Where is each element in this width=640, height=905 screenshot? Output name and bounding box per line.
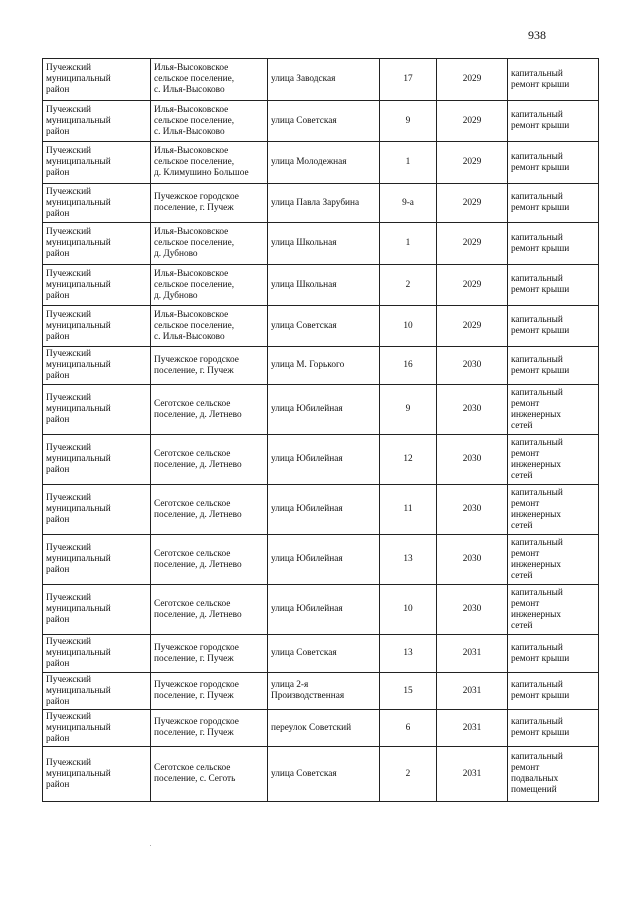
work-type-cell-text: капитальный ремонт инженерных сетей [511,437,563,481]
settlement-cell [151,485,268,535]
year-cell [437,747,508,802]
street-cell-text: улица Юбилейная [271,554,343,564]
district-cell-text: Пучежский муниципальный район [46,674,111,707]
work-type-cell-text: капитальный ремонт крыши [511,192,570,213]
year-cell [437,710,508,747]
district-cell [43,435,151,485]
work-type-cell-text: капитальный ремонт крыши [511,717,570,738]
year-cell [437,265,508,306]
street-cell [268,535,380,585]
year-cell [437,101,508,142]
work-type-cell-text: капитальный ремонт крыши [511,354,570,376]
district-cell-text: Пучежский муниципальный район [46,393,111,425]
table-row [43,101,599,142]
settlement-cell [151,306,268,347]
house-number-cell [380,385,437,435]
street-cell-text: улица Павла Зарубина [271,197,360,208]
settlement-cell-text: Пучежское городское поселение, г. Пучеж [154,680,239,701]
district-cell-text: Пучежский муниципальный район [46,757,111,790]
work-type-cell-text: капитальный ремонт крыши [511,68,570,90]
house-number-cell [380,223,437,265]
house-number-cell [380,585,437,635]
house-number-cell [380,142,437,184]
year-cell-text: 2029 [462,115,482,126]
house-number-cell-text: 2 [405,279,411,290]
house-number-cell [380,101,437,142]
house-number-cell [380,673,437,710]
street-cell [268,142,380,184]
district-cell [43,535,151,585]
work-type-cell [508,184,599,223]
house-number-cell-text: 10 [403,604,413,614]
table-row [43,710,599,747]
street-cell [268,347,380,385]
district-cell [43,485,151,535]
settlement-cell-text: Сеготское сельское поселение, д. Летнево [154,498,242,520]
year-cell [437,142,508,184]
street-cell [268,585,380,635]
year-cell [437,585,508,635]
work-type-cell-text: капитальный ремонт инженерных сетей [511,387,563,431]
house-number-cell [380,485,437,535]
street-cell-text: улица Школьная [271,238,337,248]
street-cell-text: улица 2-я Производственная [271,680,345,701]
street-cell [268,101,380,142]
street-cell-text: улица Юбилейная [271,504,343,514]
settlement-cell-text: Сеготское сельское поселение, с. Сеготь [154,763,236,784]
district-cell-text: Пучежский муниципальный район [46,227,111,259]
year-cell [437,223,508,265]
house-number-cell-text: 11 [403,504,413,514]
house-number-cell-text: 16 [403,360,413,370]
street-cell [268,673,380,710]
work-type-cell [508,585,599,635]
year-cell-text: 2031 [462,722,482,733]
work-type-cell-text: капитальный ремонт инженерных сетей [511,587,563,631]
work-type-cell-text: капитальный ремонт крыши [511,232,570,254]
house-number-cell-text: 9 [405,115,411,126]
house-number-cell [380,265,437,306]
year-cell [437,59,508,101]
work-type-cell [508,142,599,184]
scan-speck [150,845,151,846]
year-cell-text: 2030 [462,504,482,514]
repair-schedule-table [42,58,599,802]
district-cell [43,59,151,101]
year-cell-text: 2031 [462,768,482,779]
district-cell-text: Пучежский муниципальный район [46,309,111,342]
district-cell-text: Пучежский муниципальный район [46,443,111,475]
house-number-cell-text: 15 [403,685,413,696]
year-cell [437,347,508,385]
settlement-cell [151,101,268,142]
year-cell-text: 2031 [462,648,482,658]
year-cell [437,184,508,223]
house-number-cell-text: 1 [405,157,411,167]
street-cell-text: улица Школьная [271,279,337,290]
table-row [43,223,599,265]
year-cell-text: 2030 [462,360,482,370]
year-cell [437,435,508,485]
work-type-cell [508,673,599,710]
year-cell [437,673,508,710]
house-number-cell-text: 6 [405,722,411,733]
street-cell-text: улица Заводская [271,74,336,84]
settlement-cell [151,347,268,385]
work-type-cell [508,306,599,347]
year-cell-text: 2030 [462,604,482,614]
table-row [43,306,599,347]
street-cell [268,184,380,223]
table-row [43,535,599,585]
street-cell [268,385,380,435]
year-cell [437,535,508,585]
work-type-cell-text: капитальный ремонт крыши [511,680,570,701]
table-row [43,747,599,802]
settlement-cell [151,635,268,673]
year-cell-text: 2030 [462,404,482,414]
work-type-cell [508,747,599,802]
house-number-cell-text: 12 [403,454,413,464]
year-cell-text: 2029 [462,197,482,208]
year-cell-text: 2029 [462,74,482,84]
table-row [43,585,599,635]
street-cell [268,265,380,306]
house-number-cell-text: 13 [403,554,413,564]
table-row [43,635,599,673]
street-cell-text: улица Советская [271,115,337,126]
district-cell [43,635,151,673]
district-cell-text: Пучежский муниципальный район [46,146,111,178]
district-cell [43,385,151,435]
settlement-cell [151,435,268,485]
district-cell [43,585,151,635]
district-cell [43,184,151,223]
district-cell-text: Пучежский муниципальный район [46,543,111,575]
settlement-cell-text: Пучежское городское поселение, г. Пучеж [154,192,239,213]
work-type-cell [508,347,599,385]
year-cell-text: 2030 [462,554,482,564]
settlement-cell [151,385,268,435]
settlement-cell [151,585,268,635]
house-number-cell-text: 1 [405,238,411,248]
district-cell-text: Пучежский муниципальный район [46,349,111,381]
table-row [43,673,599,710]
house-number-cell [380,306,437,347]
work-type-cell-text: капитальный ремонт крыши [511,110,570,131]
street-cell-text: улица Советская [271,320,337,331]
work-type-cell [508,635,599,673]
work-type-cell [508,265,599,306]
street-cell [268,635,380,673]
work-type-cell [508,223,599,265]
district-cell-text: Пучежский муниципальный район [46,593,111,625]
year-cell [437,485,508,535]
table-row [43,435,599,485]
settlement-cell-text: Илья-Высоковское сельское поселение, с. Илья-Высоково [154,104,235,137]
page-number: 938 [528,28,546,42]
table-row [43,485,599,535]
house-number-cell [380,59,437,101]
house-number-cell [380,747,437,802]
settlement-cell [151,710,268,747]
street-cell-text: улица Юбилейная [271,404,343,414]
table-row [43,265,599,306]
street-cell [268,59,380,101]
year-cell [437,385,508,435]
work-type-cell [508,710,599,747]
district-cell [43,142,151,184]
work-type-cell-text: капитальный ремонт инженерных сетей [511,537,563,581]
table-body [43,59,599,802]
work-type-cell-text: капитальный ремонт крыши [511,274,570,295]
table-row [43,385,599,435]
district-cell-text: Пучежский муниципальный район [46,637,111,669]
district-cell [43,710,151,747]
settlement-cell-text: Пучежское городское поселение, г. Пучеж [154,717,239,738]
work-type-cell [508,101,599,142]
district-cell [43,223,151,265]
district-cell [43,673,151,710]
street-cell-text: улица Советская [271,648,337,658]
settlement-cell-text: Сеготское сельское поселение, д. Летнево [154,598,242,620]
street-cell-text: улица Молодежная [271,157,347,167]
year-cell-text: 2029 [462,157,482,167]
house-number-cell [380,635,437,673]
street-cell [268,747,380,802]
settlement-cell [151,142,268,184]
settlement-cell-text: Илья-Высоковское сельское поселение, д. Дубново [154,227,235,259]
table-row [43,184,599,223]
work-type-cell-text: капитальный ремонт крыши [511,151,570,173]
district-cell-text: Пучежский муниципальный район [46,711,111,744]
street-cell-text: улица Советская [271,768,337,779]
house-number-cell [380,535,437,585]
settlement-cell-text: Илья-Высоковское сельское поселение, д. Климушино Большое [154,146,249,178]
settlement-cell-text: Илья-Высоковское сельское поселение, д. Дубново [154,268,235,301]
district-cell [43,101,151,142]
house-number-cell-text: 13 [403,648,413,658]
year-cell-text: 2029 [462,279,482,290]
settlement-cell [151,59,268,101]
district-cell [43,347,151,385]
house-number-cell [380,347,437,385]
house-number-cell-text: 9 [405,404,411,414]
street-cell-text: улица Юбилейная [271,454,343,464]
settlement-cell [151,265,268,306]
house-number-cell-text: 2 [405,768,411,779]
settlement-cell-text: Пучежское городское поселение, г. Пучеж [154,642,239,664]
settlement-cell [151,223,268,265]
table-row [43,59,599,101]
settlement-cell-text: Сеготское сельское поселение, д. Летнево [154,448,242,470]
table-row [43,347,599,385]
work-type-cell-text: капитальный ремонт крыши [511,642,570,664]
house-number-cell [380,710,437,747]
district-cell-text: Пучежский муниципальный район [46,63,111,95]
settlement-cell-text: Илья-Высоковское сельское поселение, с. Илья-Высоково [154,309,235,342]
work-type-cell-text: капитальный ремонт крыши [511,315,570,336]
house-number-cell-text: 10 [403,320,413,331]
house-number-cell-text: 9-а [402,197,414,208]
street-cell-text: улица Юбилейная [271,604,343,614]
year-cell [437,635,508,673]
settlement-cell-text: Илья-Высоковское сельское поселение, с. Илья-Высоково [154,63,235,95]
house-number-cell [380,435,437,485]
street-cell [268,485,380,535]
district-cell-text: Пучежский муниципальный район [46,104,111,137]
table-row [43,142,599,184]
settlement-cell-text: Сеготское сельское поселение, д. Летнево [154,548,242,570]
settlement-cell [151,184,268,223]
work-type-cell [508,485,599,535]
district-cell [43,265,151,306]
street-cell-text: переулок Советский [271,722,352,733]
street-cell [268,435,380,485]
work-type-cell [508,385,599,435]
settlement-cell [151,535,268,585]
settlement-cell-text: Сеготское сельское поселение, д. Летнево [154,398,242,420]
street-cell [268,306,380,347]
district-cell [43,306,151,347]
work-type-cell [508,435,599,485]
street-cell-text: улица М. Горького [271,360,345,370]
year-cell-text: 2030 [462,454,482,464]
street-cell [268,223,380,265]
year-cell-text: 2029 [462,320,482,331]
work-type-cell-text: капитальный ремонт инженерных сетей [511,487,563,531]
house-number-cell-text: 17 [403,74,413,84]
work-type-cell [508,535,599,585]
district-cell-text: Пучежский муниципальный район [46,186,111,219]
year-cell-text: 2031 [462,685,482,696]
settlement-cell [151,673,268,710]
settlement-cell [151,747,268,802]
work-type-cell-text: капитальный ремонт подвальных помещений [511,752,563,795]
house-number-cell [380,184,437,223]
district-cell [43,747,151,802]
year-cell [437,306,508,347]
street-cell [268,710,380,747]
district-cell-text: Пучежский муниципальный район [46,268,111,301]
district-cell-text: Пучежский муниципальный район [46,493,111,525]
settlement-cell-text: Пучежское городское поселение, г. Пучеж [154,354,239,376]
year-cell-text: 2029 [462,238,482,248]
work-type-cell [508,59,599,101]
